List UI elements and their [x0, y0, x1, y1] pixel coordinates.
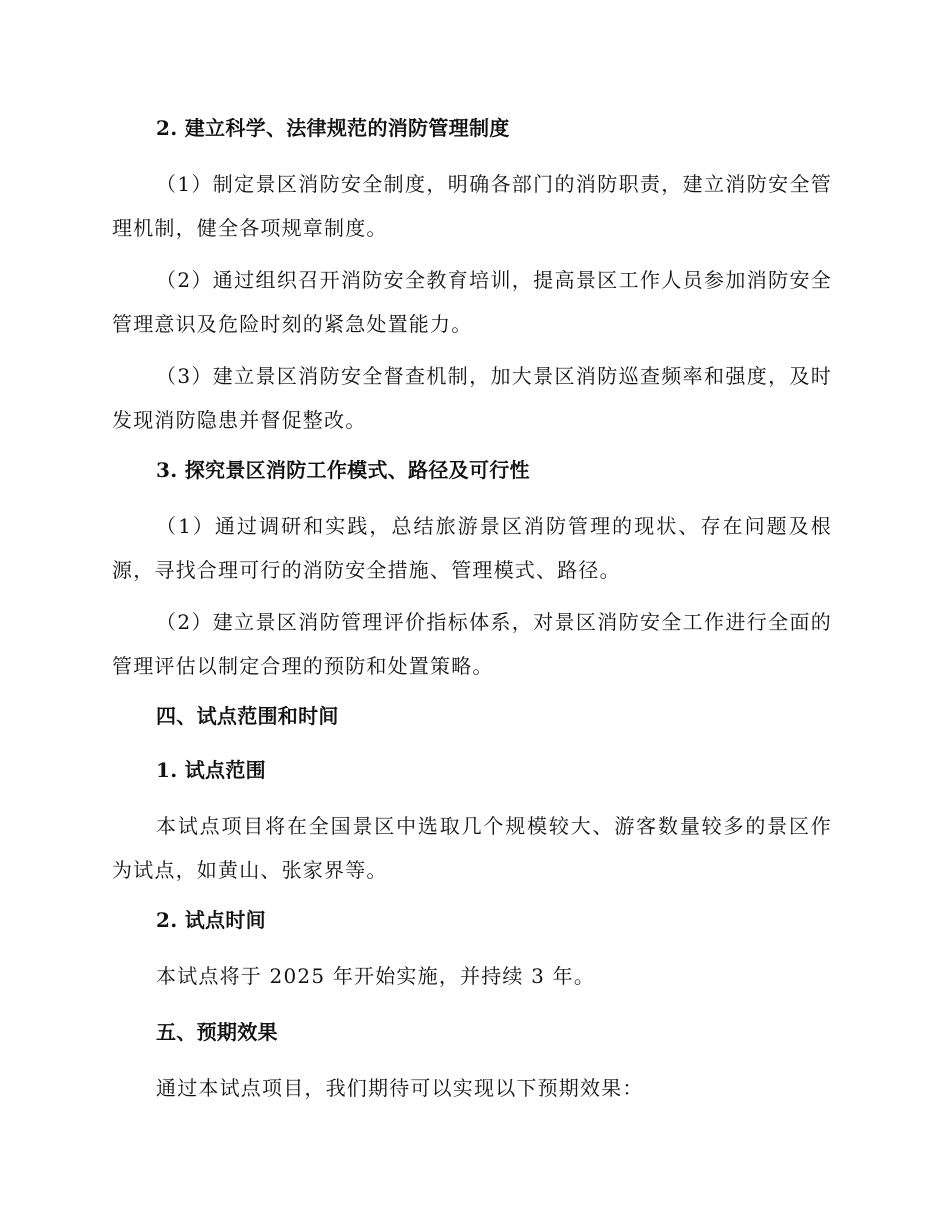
section-heading: 四、试点范围和时间	[156, 704, 339, 728]
subsection-heading: 1. 试点范围	[156, 758, 266, 782]
paragraph: （1）通过调研和实践，总结旅游景区消防管理的现状、存在问题及根源，寻找合理可行的消防安全措施、管理模式、路径。	[112, 514, 832, 582]
section-heading: 2. 建立科学、法律规范的消防管理制度	[156, 116, 510, 140]
paragraph: （3）建立景区消防安全督查机制，加大景区消防巡查频率和强度，及时发现消防隐患并督促整改。	[112, 364, 832, 432]
paragraph: （1）制定景区消防安全制度，明确各部门的消防职责，建立消防安全管理机制，健全各项规章制度。	[112, 172, 832, 240]
section-heading: 五、预期效果	[156, 1020, 278, 1044]
paragraph: 本试点项目将在全国景区中选取几个规模较大、游客数量较多的景区作为试点，如黄山、张家界等。	[112, 814, 832, 882]
paragraph: （2）建立景区消防管理评价指标体系，对景区消防安全工作进行全面的管理评估以制定合理的预防和处置策略。	[112, 610, 832, 678]
section-heading: 3. 探究景区消防工作模式、路径及可行性	[156, 458, 530, 482]
paragraph: 通过本试点项目，我们期待可以实现以下预期效果：	[156, 1076, 644, 1100]
subsection-heading: 2. 试点时间	[156, 908, 266, 932]
paragraph: 本试点将于 2025 年开始实施，并持续 3 年。	[156, 964, 596, 988]
document-body	[112, 108, 832, 1124]
paragraph: （2）通过组织召开消防安全教育培训，提高景区工作人员参加消防安全管理意识及危险时刻的紧急处置能力。	[112, 268, 832, 336]
